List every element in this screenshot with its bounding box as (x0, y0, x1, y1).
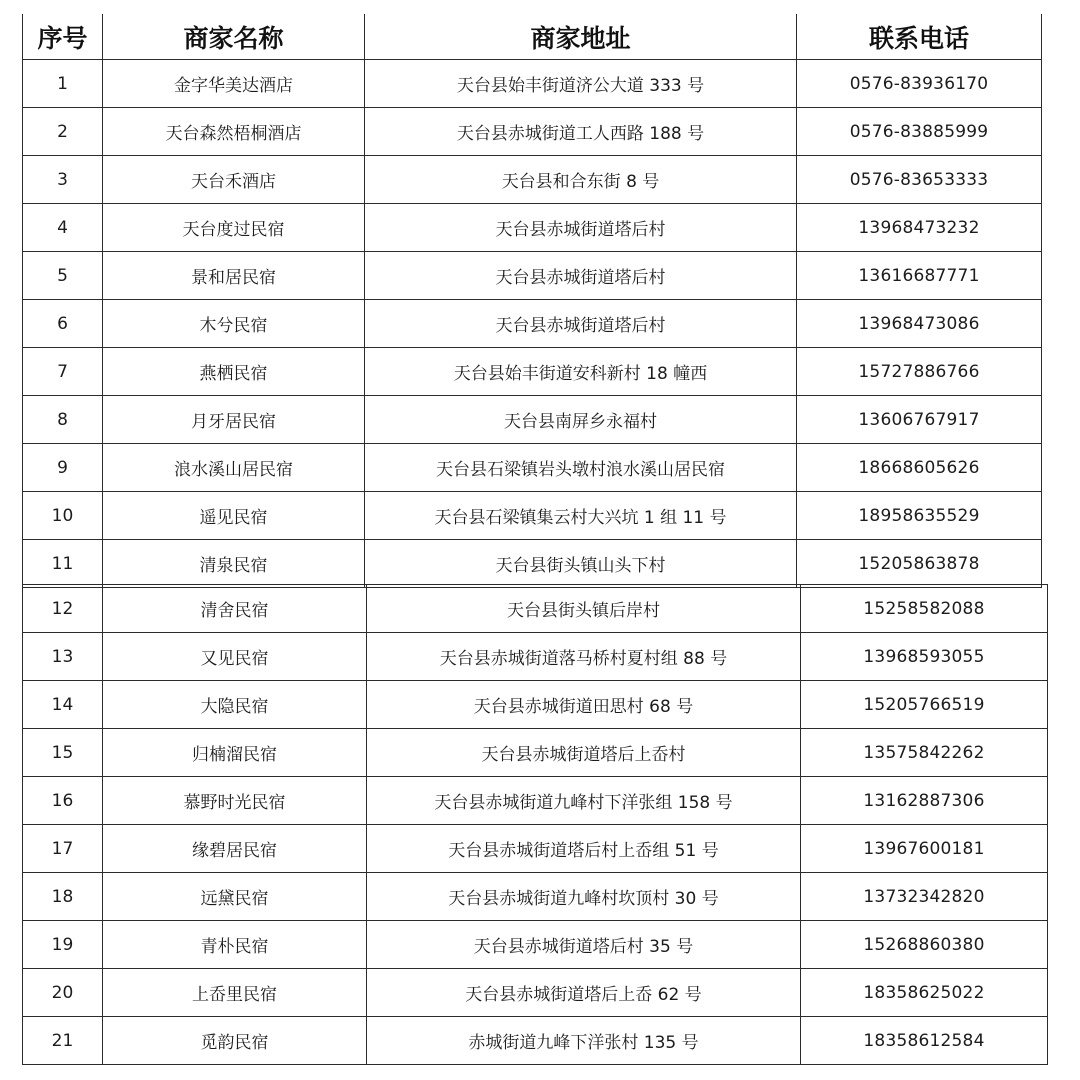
contact-phone: 13606767917 (797, 396, 1042, 444)
table-row (23, 825, 1048, 873)
table-row (23, 633, 1048, 681)
merchant-address: 赤城街道九峰下洋张村 135 号 (367, 1017, 801, 1065)
contact-phone: 13968473086 (797, 300, 1042, 348)
contact-phone: 13616687771 (797, 252, 1042, 300)
contact-phone: 15258582088 (801, 585, 1048, 633)
merchant-name: 天台森然梧桐酒店 (103, 108, 365, 156)
contact-phone: 0576-83653333 (797, 156, 1042, 204)
row-number: 16 (23, 777, 103, 825)
contact-phone: 13575842262 (801, 729, 1048, 777)
merchant-table-lower (22, 584, 1048, 1065)
table-row (23, 156, 1042, 204)
row-number: 12 (23, 585, 103, 633)
table-row (23, 921, 1048, 969)
contact-phone: 18958635529 (797, 492, 1042, 540)
merchant-address: 天台县赤城街道塔后村 (365, 300, 797, 348)
merchant-name: 上岙里民宿 (103, 969, 367, 1017)
table-row (23, 348, 1042, 396)
row-number: 14 (23, 681, 103, 729)
table-row (23, 492, 1042, 540)
row-number: 17 (23, 825, 103, 873)
merchant-name: 金字华美达酒店 (103, 60, 365, 108)
merchant-name: 天台禾酒店 (103, 156, 365, 204)
merchant-address: 天台县始丰街道安科新村 18 幢西 (365, 348, 797, 396)
table-row (23, 60, 1042, 108)
merchant-name: 遥见民宿 (103, 492, 365, 540)
table-row (23, 729, 1048, 777)
contact-phone: 0576-83885999 (797, 108, 1042, 156)
merchant-name: 大隐民宿 (103, 681, 367, 729)
merchant-name: 天台度过民宿 (103, 204, 365, 252)
table-row (23, 300, 1042, 348)
row-number: 4 (23, 204, 103, 252)
merchant-name: 月牙居民宿 (103, 396, 365, 444)
row-number: 7 (23, 348, 103, 396)
merchant-name: 木兮民宿 (103, 300, 365, 348)
table-row (23, 1017, 1048, 1065)
merchant-name: 缘碧居民宿 (103, 825, 367, 873)
table-row (23, 969, 1048, 1017)
row-number: 8 (23, 396, 103, 444)
merchant-name: 清泉民宿 (103, 540, 365, 588)
header-merchant-address: 商家地址 (365, 14, 797, 60)
row-number: 3 (23, 156, 103, 204)
merchant-address: 天台县石梁镇集云村大兴坑 1 组 11 号 (365, 492, 797, 540)
contact-phone: 13967600181 (801, 825, 1048, 873)
table-row (23, 444, 1042, 492)
table-row (23, 204, 1042, 252)
row-number: 10 (23, 492, 103, 540)
contact-phone: 18358625022 (801, 969, 1048, 1017)
header-number: 序号 (23, 14, 103, 60)
merchant-address: 天台县赤城街道塔后上岙村 (367, 729, 801, 777)
merchant-name: 青朴民宿 (103, 921, 367, 969)
contact-phone: 13732342820 (801, 873, 1048, 921)
row-number: 5 (23, 252, 103, 300)
table-row (23, 585, 1048, 633)
merchant-address: 天台县街头镇山头下村 (365, 540, 797, 588)
contact-phone: 15205766519 (801, 681, 1048, 729)
table-row (23, 681, 1048, 729)
contact-phone: 15205863878 (797, 540, 1042, 588)
merchant-name: 觅韵民宿 (103, 1017, 367, 1065)
merchant-name: 景和居民宿 (103, 252, 365, 300)
table-row (23, 777, 1048, 825)
contact-phone: 18358612584 (801, 1017, 1048, 1065)
header-merchant-name: 商家名称 (103, 14, 365, 60)
merchant-name: 清舍民宿 (103, 585, 367, 633)
contact-phone: 13968593055 (801, 633, 1048, 681)
merchant-address: 天台县街头镇后岸村 (367, 585, 801, 633)
merchant-address: 天台县始丰街道济公大道 333 号 (365, 60, 797, 108)
table-row (23, 396, 1042, 444)
table-row (23, 873, 1048, 921)
merchant-address: 天台县赤城街道工人西路 188 号 (365, 108, 797, 156)
row-number: 11 (23, 540, 103, 588)
row-number: 6 (23, 300, 103, 348)
table-row (23, 540, 1042, 588)
row-number: 15 (23, 729, 103, 777)
contact-phone: 13968473232 (797, 204, 1042, 252)
merchant-address: 天台县赤城街道塔后上岙 62 号 (367, 969, 801, 1017)
merchant-address: 天台县赤城街道田思村 68 号 (367, 681, 801, 729)
header-contact-phone: 联系电话 (797, 14, 1042, 60)
row-number: 18 (23, 873, 103, 921)
row-number: 20 (23, 969, 103, 1017)
merchant-name: 远黛民宿 (103, 873, 367, 921)
table-body-upper (23, 60, 1042, 588)
merchant-name: 燕栖民宿 (103, 348, 365, 396)
merchant-name: 慕野时光民宿 (103, 777, 367, 825)
table-header-row (23, 14, 1042, 60)
contact-phone: 0576-83936170 (797, 60, 1042, 108)
row-number: 13 (23, 633, 103, 681)
merchant-address: 天台县赤城街道塔后村 (365, 204, 797, 252)
row-number: 1 (23, 60, 103, 108)
table-row (23, 108, 1042, 156)
merchant-name: 浪水溪山居民宿 (103, 444, 365, 492)
row-number: 2 (23, 108, 103, 156)
merchant-address: 天台县赤城街道塔后村上岙组 51 号 (367, 825, 801, 873)
merchant-address: 天台县赤城街道九峰村坎顶村 30 号 (367, 873, 801, 921)
table-row (23, 252, 1042, 300)
merchant-table-upper (22, 14, 1042, 588)
merchant-address: 天台县和合东街 8 号 (365, 156, 797, 204)
table-body-lower (23, 585, 1048, 1065)
row-number: 19 (23, 921, 103, 969)
merchant-address: 天台县南屏乡永福村 (365, 396, 797, 444)
contact-phone: 15268860380 (801, 921, 1048, 969)
contact-phone: 15727886766 (797, 348, 1042, 396)
merchant-name: 又见民宿 (103, 633, 367, 681)
contact-phone: 13162887306 (801, 777, 1048, 825)
merchant-address: 天台县赤城街道塔后村 35 号 (367, 921, 801, 969)
merchant-address: 天台县石梁镇岩头墩村浪水溪山居民宿 (365, 444, 797, 492)
row-number: 9 (23, 444, 103, 492)
merchant-address: 天台县赤城街道落马桥村夏村组 88 号 (367, 633, 801, 681)
contact-phone: 18668605626 (797, 444, 1042, 492)
row-number: 21 (23, 1017, 103, 1065)
merchant-address: 天台县赤城街道塔后村 (365, 252, 797, 300)
merchant-name: 归楠溜民宿 (103, 729, 367, 777)
merchant-address: 天台县赤城街道九峰村下洋张组 158 号 (367, 777, 801, 825)
